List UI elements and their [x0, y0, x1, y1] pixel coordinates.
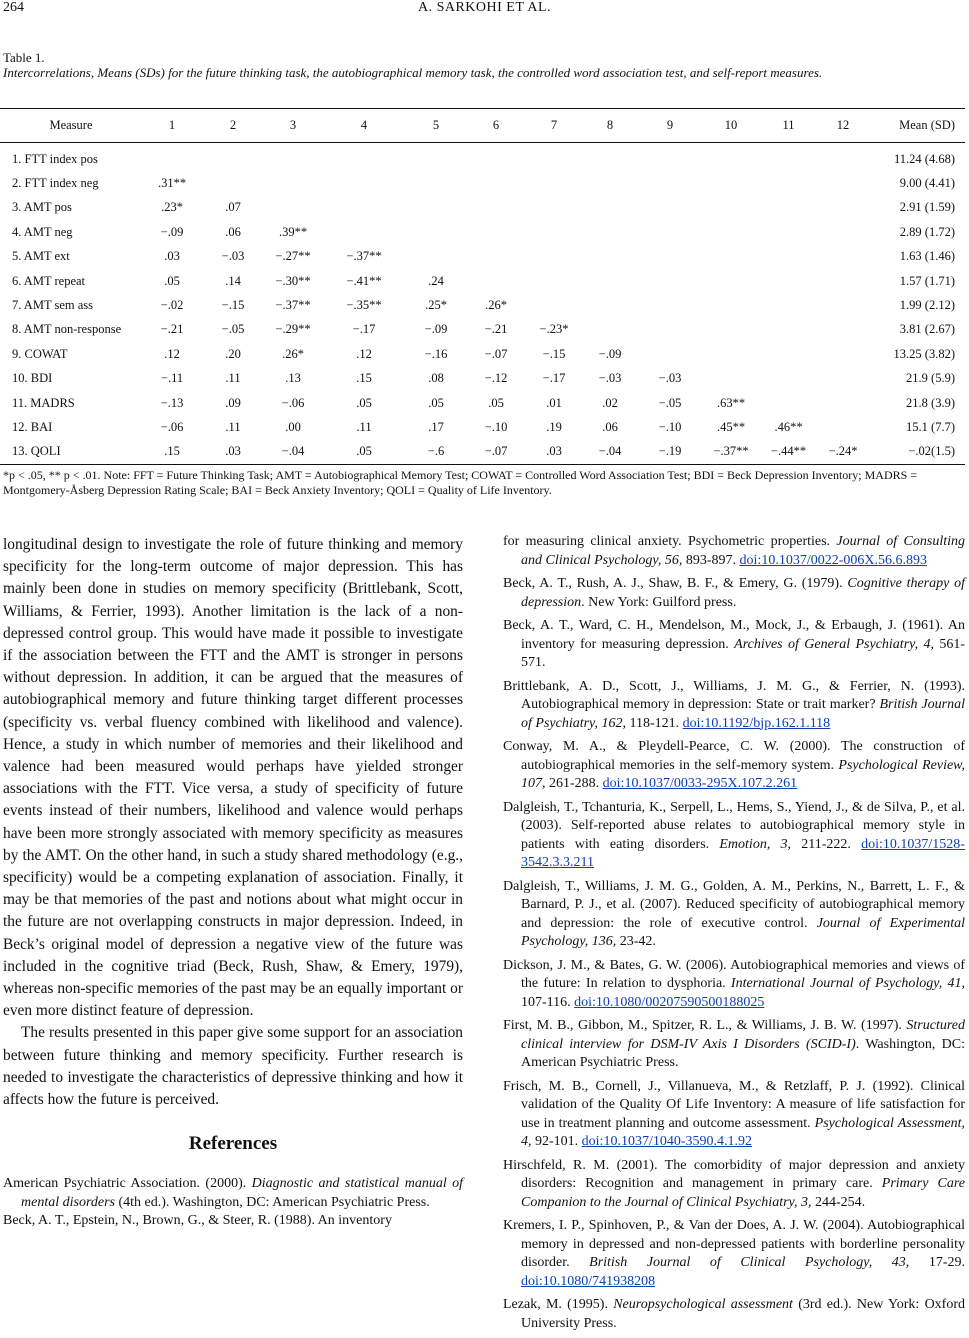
column-header: 11	[782, 118, 795, 132]
table-row	[0, 245, 965, 269]
correlation-table	[0, 108, 965, 465]
correlation-cell	[202, 171, 264, 195]
table-row	[0, 391, 965, 415]
measure-cell: 7. AMT sem ass	[12, 298, 94, 313]
table-row	[0, 220, 965, 244]
correlation-cell: −.12	[484, 371, 508, 386]
reference-entry	[503, 738, 965, 794]
correlation-cell: −.19	[658, 444, 682, 459]
doi-link[interactable]: doi:10.1080/741938208	[521, 1273, 656, 1289]
column-header: 10	[724, 118, 738, 132]
doi-link[interactable]: doi:10.1192/bjp.162.1.118	[682, 715, 831, 731]
correlation-cell: .03	[164, 249, 180, 264]
table-row	[0, 367, 965, 391]
reference-entry	[503, 878, 965, 952]
correlation-cell	[526, 143, 582, 172]
reference-text: 261-288.	[545, 776, 603, 791]
column-header: 12	[836, 118, 850, 132]
references-heading: References	[188, 1133, 278, 1155]
correlation-cell	[817, 245, 869, 269]
correlation-cell	[582, 220, 638, 244]
correlation-cell: −.13	[160, 395, 184, 410]
reference-text: Beck, A. T., Ward, C. H., Mendelson, M., Mock, J., & Erbaugh, J. (1961). An inventory for measuring depression.	[503, 618, 965, 652]
correlation-cell: −.11	[160, 371, 184, 386]
correlation-cell: .00	[285, 419, 301, 434]
references-list-right	[503, 533, 965, 1333]
reference-entry	[503, 533, 965, 570]
reference-text: Dickson, J. M., & Bates, G. W. (2006). Autobiographical memories and views of the future: In relation to dysphoria.	[503, 957, 965, 991]
correlation-cell	[322, 171, 406, 195]
correlation-cell	[702, 342, 760, 366]
mean-sd-cell: 15.1 (7.7)	[906, 419, 955, 434]
correlation-cell: −.07	[484, 346, 508, 361]
correlation-cell: .23*	[161, 200, 183, 215]
correlation-cell	[582, 196, 638, 220]
correlation-cell: −.09	[424, 322, 448, 337]
column-header: Measure	[49, 118, 93, 132]
measure-cell: 3. AMT pos	[12, 200, 72, 215]
mean-sd-cell: 1.99 (2.12)	[899, 298, 955, 313]
correlation-cell: −.05	[221, 322, 245, 337]
measure-cell: 6. AMT repeat	[12, 273, 86, 288]
correlation-cell	[406, 220, 466, 244]
reference-entry	[503, 1157, 965, 1213]
correlation-cell: −.6	[427, 444, 445, 459]
reference-source: Primary Care Companion to the Journal of Clinical Psychiatry, 3,	[521, 1176, 965, 1210]
reference-text: 561-571.	[521, 636, 965, 670]
correlation-cell	[638, 318, 702, 342]
measure-cell: 12. BAI	[12, 419, 53, 434]
reference-source: British Journal of Psychiatry, 162,	[521, 697, 965, 731]
reference-text: 893-897.	[682, 552, 740, 568]
correlation-cell	[406, 171, 466, 195]
correlation-cell: −.41**	[346, 273, 382, 288]
reference-text: 17-29.	[909, 1255, 965, 1270]
correlation-cell	[406, 143, 466, 172]
correlation-cell: .12	[164, 346, 180, 361]
reference-source: Psychological Review, 107,	[521, 757, 965, 791]
correlation-cell: −.21	[484, 322, 508, 337]
mean-sd-cell: 21.9 (5.9)	[906, 371, 955, 386]
measure-cell: 5. AMT ext	[12, 249, 70, 264]
column-header: 9	[666, 118, 674, 132]
correlation-cell	[817, 342, 869, 366]
correlation-cell	[466, 143, 526, 172]
correlation-cell: −.44**	[770, 444, 807, 459]
correlation-cell	[817, 269, 869, 293]
correlation-cell	[817, 391, 869, 415]
correlation-cell: .07	[225, 200, 241, 215]
doi-link[interactable]: doi:10.1037/0033-295X.107.2.261	[602, 776, 798, 791]
correlation-cell	[526, 245, 582, 269]
correlation-cell	[638, 143, 702, 172]
table-body	[0, 143, 965, 465]
reference-text: Kremers, I. P., Spinhoven, P., & Van der Does, A. J. W. (2004). Autobiographical memory in depressed and non-depressed patients with borderline personality disorder.	[503, 1218, 965, 1270]
correlation-cell: .46**	[774, 419, 803, 434]
reference-entry	[503, 617, 965, 673]
table-header	[0, 109, 965, 143]
correlation-cell: .11	[225, 419, 241, 434]
table-row	[0, 293, 965, 317]
correlation-cell: −.24*	[828, 444, 858, 459]
right-column	[503, 533, 965, 1338]
correlation-cell: −.10	[484, 419, 508, 434]
mean-sd-cell: 3.81 (2.67)	[899, 322, 955, 337]
correlation-cell: −.03	[598, 371, 622, 386]
correlation-cell	[817, 293, 869, 317]
correlation-cell	[702, 143, 760, 172]
correlation-cell: .11	[225, 371, 241, 386]
correlation-cell	[406, 245, 466, 269]
column-header: 4	[360, 118, 368, 132]
correlation-cell	[702, 245, 760, 269]
correlation-cell	[760, 318, 817, 342]
reference-text: Conway, M. A., & Pleydell-Pearce, C. W. (2000). The construction of autobiographical memories in the self-memory system.	[503, 739, 965, 773]
correlation-cell: −.07	[484, 444, 508, 459]
correlation-cell	[760, 245, 817, 269]
correlation-cell: −.06	[160, 419, 184, 434]
correlation-cell	[760, 342, 817, 366]
table-row	[0, 440, 965, 465]
correlation-cell: .63**	[716, 395, 746, 410]
correlation-cell: −.23*	[539, 322, 569, 337]
correlation-cell	[466, 245, 526, 269]
correlation-cell	[760, 171, 817, 195]
reference-text: Brittlebank, A. D., Scott, J., Williams, J. M. G., & Ferrier, N. (1993). Autobiographical memory in depression: State or trait marker?	[503, 678, 965, 712]
page-header	[0, 0, 969, 22]
left-column	[3, 534, 463, 1231]
correlation-cell: −.15	[221, 298, 245, 313]
table-row	[0, 342, 965, 366]
correlation-cell	[760, 367, 817, 391]
reference-text: Dalgleish, T., Williams, J. M. G., Golden, A. M., Perkins, N., Barrett, L. F., & Barnard, P. J., et al. (2007). Reduced specificity of autobiographical memory and depression: the role of executive control.	[503, 878, 965, 931]
correlation-cell: .25*	[425, 298, 447, 313]
column-header: 3	[289, 118, 297, 132]
reference-entry	[503, 1296, 965, 1333]
correlation-cell	[638, 220, 702, 244]
mean-sd-cell: 11.24 (4.68)	[894, 151, 955, 166]
reference-text: Frisch, M. B., Cornell, J., Villanueva, M., & Retzlaff, P. J. (1992). Clinical validation of the Quality Of Life Inventory: A measure of life satisfaction for use in treatment planning and outcome assessment.	[503, 1078, 965, 1131]
correlation-cell: −.15	[542, 346, 566, 361]
correlation-cell: .19	[546, 419, 562, 434]
correlation-cell	[638, 293, 702, 317]
correlation-cell: −.05	[658, 395, 682, 410]
correlation-cell: .11	[356, 419, 372, 434]
correlation-cell: −.02	[160, 298, 184, 313]
correlation-cell: −.27**	[275, 249, 311, 264]
column-header: 5	[432, 118, 440, 132]
correlation-cell: −.09	[160, 224, 184, 239]
mean-sd-cell: 9.00 (4.41)	[899, 176, 955, 191]
correlation-cell: .03	[546, 444, 562, 459]
correlation-cell	[526, 220, 582, 244]
correlation-cell: .05	[488, 395, 504, 410]
correlation-cell	[264, 171, 322, 195]
correlation-cell	[760, 196, 817, 220]
correlation-cell: −.37**	[346, 249, 382, 264]
correlation-cell: .02	[602, 395, 618, 410]
correlation-cell	[702, 367, 760, 391]
reference-entry	[503, 1217, 965, 1291]
measure-cell: 11. MADRS	[12, 395, 75, 410]
correlation-cell	[582, 318, 638, 342]
column-header: Mean (SD)	[899, 118, 955, 132]
measure-cell: 9. COWAT	[12, 346, 68, 361]
reference-source: Journal of Experimental Psychology, 136,	[521, 915, 965, 949]
correlation-cell: −.03	[221, 249, 245, 264]
correlation-cell	[202, 143, 264, 172]
correlation-cell	[466, 196, 526, 220]
header-row	[0, 109, 965, 143]
reference-source: Journal of Consulting and Clinical Psychology, 56,	[521, 534, 965, 568]
correlation-cell	[322, 196, 406, 220]
correlation-cell	[638, 342, 702, 366]
correlation-cell: −.17	[352, 322, 376, 337]
correlation-cell: .08	[428, 371, 444, 386]
reference-text: 211-222.	[791, 836, 862, 852]
reference-text: . Washington, DC: American Psychiatric Press.	[521, 1036, 966, 1070]
correlation-cell: .45**	[716, 419, 746, 434]
column-header: 7	[550, 118, 558, 132]
correlation-cell	[466, 269, 526, 293]
reference-source: International Journal of Psychology, 41,	[730, 976, 965, 991]
doi-link[interactable]: doi:10.1037/1040-3590.4.1.92	[581, 1134, 753, 1149]
table-row	[0, 415, 965, 439]
table-label: Table 1.	[3, 50, 45, 65]
correlation-cell	[638, 171, 702, 195]
column-header: 1	[168, 118, 176, 132]
correlation-cell	[582, 245, 638, 269]
correlation-cell	[142, 143, 202, 172]
reference-text: 92-101.	[531, 1134, 582, 1149]
reference-text: First, M. B., Gibbon, M., Spitzer, R. L., & Williams, J. B. W. (1997).	[503, 1018, 907, 1033]
correlation-cell	[760, 391, 817, 415]
measure-cell: 1. FTT index pos	[12, 151, 98, 166]
reference-entry	[3, 1212, 463, 1231]
correlation-cell	[638, 245, 702, 269]
correlation-cell: −.37**	[275, 298, 311, 313]
correlation-cell	[582, 143, 638, 172]
reference-entry	[503, 1017, 965, 1073]
correlation-cell: −.30**	[275, 273, 311, 288]
mean-sd-cell: 21.8 (3.9)	[906, 395, 955, 410]
correlation-cell	[817, 367, 869, 391]
correlation-cell: −.21	[160, 322, 184, 337]
correlation-cell	[526, 171, 582, 195]
correlation-cell	[760, 220, 817, 244]
correlation-cell	[526, 196, 582, 220]
correlation-cell: .05	[164, 273, 180, 288]
correlation-cell	[264, 143, 322, 172]
correlation-cell	[638, 196, 702, 220]
table-row	[0, 143, 965, 172]
column-header: 8	[606, 118, 614, 132]
table-description: Intercorrelations, Means (SDs) for the future thinking task, the autobiographical memory task, the controlled word association test, and self-report measures.	[3, 65, 823, 80]
correlation-cell: .39**	[278, 224, 308, 239]
correlation-cell	[466, 171, 526, 195]
correlation-cell	[322, 220, 406, 244]
correlation-cell: .01	[546, 395, 562, 410]
correlation-cell	[702, 196, 760, 220]
measure-cell: 13. QOLI	[12, 444, 61, 459]
table-row	[0, 269, 965, 293]
correlation-cell	[817, 143, 869, 172]
table-row	[0, 318, 965, 342]
correlation-cell	[702, 220, 760, 244]
correlation-cell: −.35**	[346, 298, 382, 313]
correlation-cell	[817, 318, 869, 342]
reference-text: 118-121.	[626, 715, 683, 731]
correlation-cell: −.03	[658, 371, 682, 386]
column-header: 6	[492, 118, 500, 132]
correlation-cell	[526, 293, 582, 317]
reference-entry	[3, 1175, 463, 1212]
table-row	[0, 171, 965, 195]
reference-text: 107-116.	[521, 994, 575, 1010]
reference-text: Hirschfeld, R. M. (2001). The comorbidity of major depression and anxiety disorders: Recognition and management in primary care.	[503, 1157, 965, 1191]
reference-text: (4th ed.). Washington, DC: American Psychiatric Press.	[114, 1194, 430, 1210]
correlation-cell: .06	[602, 419, 618, 434]
correlation-cell: −.37**	[713, 444, 749, 459]
correlation-cell: .24	[428, 273, 444, 288]
reference-text: Beck, A. T., Rush, A. J., Shaw, B. F., & Emery, G. (1979).	[503, 576, 848, 591]
reference-source: Emotion, 3,	[719, 836, 792, 852]
correlation-cell: .17	[428, 419, 444, 434]
correlation-cell	[702, 171, 760, 195]
correlation-cell	[817, 415, 869, 439]
mean-sd-cell: 13.25 (3.82)	[893, 346, 955, 361]
correlation-cell: .14	[225, 273, 241, 288]
reference-text: . New York: Guilford press.	[581, 594, 737, 610]
reference-entry	[503, 678, 965, 734]
mean-sd-cell: −.02(1.5)	[908, 444, 955, 459]
correlation-cell	[264, 196, 322, 220]
correlation-cell: −.09	[598, 346, 622, 361]
reference-entry	[503, 799, 965, 873]
correlation-cell: −.04	[598, 444, 622, 459]
correlation-cell	[817, 171, 869, 195]
doi-link[interactable]: doi:10.1080/00207590500188025	[574, 994, 765, 1010]
correlation-cell: .05	[356, 395, 372, 410]
correlation-cell	[702, 269, 760, 293]
reference-source: British Journal of Clinical Psychology, 43,	[589, 1255, 910, 1270]
correlation-cell	[702, 318, 760, 342]
correlation-cell: .12	[356, 346, 372, 361]
correlation-cell: −.17	[542, 371, 566, 386]
correlation-cell	[760, 143, 817, 172]
correlation-cell: −.29**	[275, 322, 311, 337]
page-number: 264	[3, 0, 24, 15]
reference-source: Neuropsychological assessment	[613, 1297, 793, 1312]
correlation-cell: .05	[428, 395, 444, 410]
correlation-cell: −.10	[658, 419, 682, 434]
table-row	[0, 196, 965, 220]
running-head: A. SARKOHI ET AL.	[417, 0, 552, 15]
correlation-cell: −.16	[424, 346, 448, 361]
correlation-cell	[582, 269, 638, 293]
correlation-cell	[638, 269, 702, 293]
reference-source: Psychological Assessment, 4,	[521, 1115, 965, 1149]
reference-source: Structured clinical interview for DSM-IV Axis I Disorders (SCID-I)	[521, 1018, 965, 1052]
reference-source: Diagnostic and statistical manual of mental disorders	[21, 1176, 463, 1210]
measure-cell: 2. FTT index neg	[12, 176, 99, 191]
measure-cell: 10. BDI	[12, 371, 53, 386]
reference-text: American Psychiatric Association. (2000).	[3, 1176, 252, 1192]
measure-cell: 8. AMT non-response	[12, 322, 122, 337]
doi-link[interactable]: doi:10.1037/1528-3542.3.3.211	[521, 836, 965, 870]
correlation-cell	[817, 220, 869, 244]
correlation-cell	[466, 220, 526, 244]
table-note: *p < .05, ** p < .01. Note: FFT = Future Thinking Task; AMT = Autobiographical Memory Test; COWAT = Controlled Word Association Test; BDI = Beck Depression Inventory; MADRS = Montgomery-Åsberg Depression Rating Scale; BAI = Beck Anxiety Inventory; QOLI = Quality of Life Inventory.	[3, 468, 918, 497]
correlation-cell: −.06	[281, 395, 305, 410]
correlation-cell	[582, 171, 638, 195]
correlation-cell: .15	[164, 444, 180, 459]
correlation-cell	[760, 293, 817, 317]
reference-text: 23-42.	[616, 934, 656, 949]
reference-text: (3rd ed.). New York: Oxford University Press.	[521, 1297, 965, 1331]
correlation-cell: .31**	[157, 176, 187, 191]
correlation-cell	[322, 143, 406, 172]
correlation-cell	[582, 293, 638, 317]
correlation-cell: .09	[225, 395, 241, 410]
mean-sd-cell: 2.89 (1.72)	[899, 224, 955, 239]
body-paragraph-2: The results presented in this paper give some support for an association between future thinking and memory specificity. Further research is needed to investigate the characteristics of depressive thinking and how it affects how the future is perceived.	[3, 1024, 463, 1109]
table-caption	[3, 50, 965, 80]
correlation-cell	[760, 269, 817, 293]
correlation-cell: .03	[225, 444, 241, 459]
reference-source: Cognitive therapy of depression	[521, 576, 966, 610]
reference-text: Dalgleish, T., Tchanturia, K., Serpell, L., Hems, S., Yiend, J., & de Silva, P., et al. (2003). Self-reported abuse relates to autobiographical memory style in patients with eating disorders.	[503, 799, 965, 852]
doi-link[interactable]: doi:10.1037/0022-006X.56.6.893	[739, 552, 927, 568]
references-list-left	[3, 1175, 463, 1231]
correlation-cell	[526, 269, 582, 293]
mean-sd-cell: 1.57 (1.71)	[899, 273, 955, 288]
correlation-cell: .13	[285, 371, 301, 386]
reference-text: Lezak, M. (1995).	[503, 1297, 614, 1312]
correlation-cell: −.04	[281, 444, 305, 459]
reference-entry	[503, 957, 965, 1013]
correlation-cell	[702, 293, 760, 317]
reference-text: for measuring clinical anxiety. Psychometric properties.	[503, 534, 837, 549]
correlation-cell: .20	[225, 346, 241, 361]
reference-text: Beck, A. T., Epstein, N., Brown, G., & Steer, R. (1988). An inventory	[3, 1213, 392, 1229]
correlation-cell: .26*	[282, 346, 304, 361]
reference-entry	[503, 1078, 965, 1152]
correlation-cell: .05	[356, 444, 372, 459]
correlation-cell: .26*	[485, 298, 507, 313]
correlation-cell: .15	[356, 371, 372, 386]
reference-source: Archives of General Psychiatry, 4,	[734, 636, 934, 652]
measure-cell: 4. AMT neg	[12, 224, 73, 239]
mean-sd-cell: 1.63 (1.46)	[899, 249, 955, 264]
body-paragraph-1: longitudinal design to investigate the role of future thinking and memory specificity for the long-term outcome of major depression. This has mainly been done in studies on memory specificity (Brittlebank, Scott, Williams, & Ferrier, 1993). Another limitation is the lack of a non-depressed control group. This would have made it possible to investigate if the association between the FTT and the AMT is stronger in persons without depression. In addition, it can be argued that the measures of autobiographical memory and future thinking target different processes (specificity vs. verbal fluency combined with likelihood and valence). Hence, a study in which number of memories and their likelihood and valence had been measured would perhaps have yielded stronger associations with the FTT. Vice versa, a study of specificity of future events instead of their numbers, likelihood and valence would perhaps have been more strongly associated with memory specificity as measures by the AMT. On the other hand, in such a study shared methodology (e.g., specificity) would be a competing explanation of association. Finally, it may be that memories of the past and notions about what might occur in the future are not overlapping constructs in major depression. Indeed, in Beck’s original model of depression a negative view of the future was included in the cognitive triad (Beck, Rush, Shaw, & Emery, 1979), whereas non-specific memories of the past may be an equally important or even more distinct feature of depression.	[3, 536, 463, 1020]
correlation-cell: .06	[225, 224, 241, 239]
mean-sd-cell: 2.91 (1.59)	[899, 200, 955, 215]
column-header: 2	[229, 118, 237, 132]
correlation-cell	[817, 196, 869, 220]
reference-entry	[503, 575, 965, 612]
correlation-cell	[406, 196, 466, 220]
reference-text: 244-254.	[811, 1194, 866, 1210]
